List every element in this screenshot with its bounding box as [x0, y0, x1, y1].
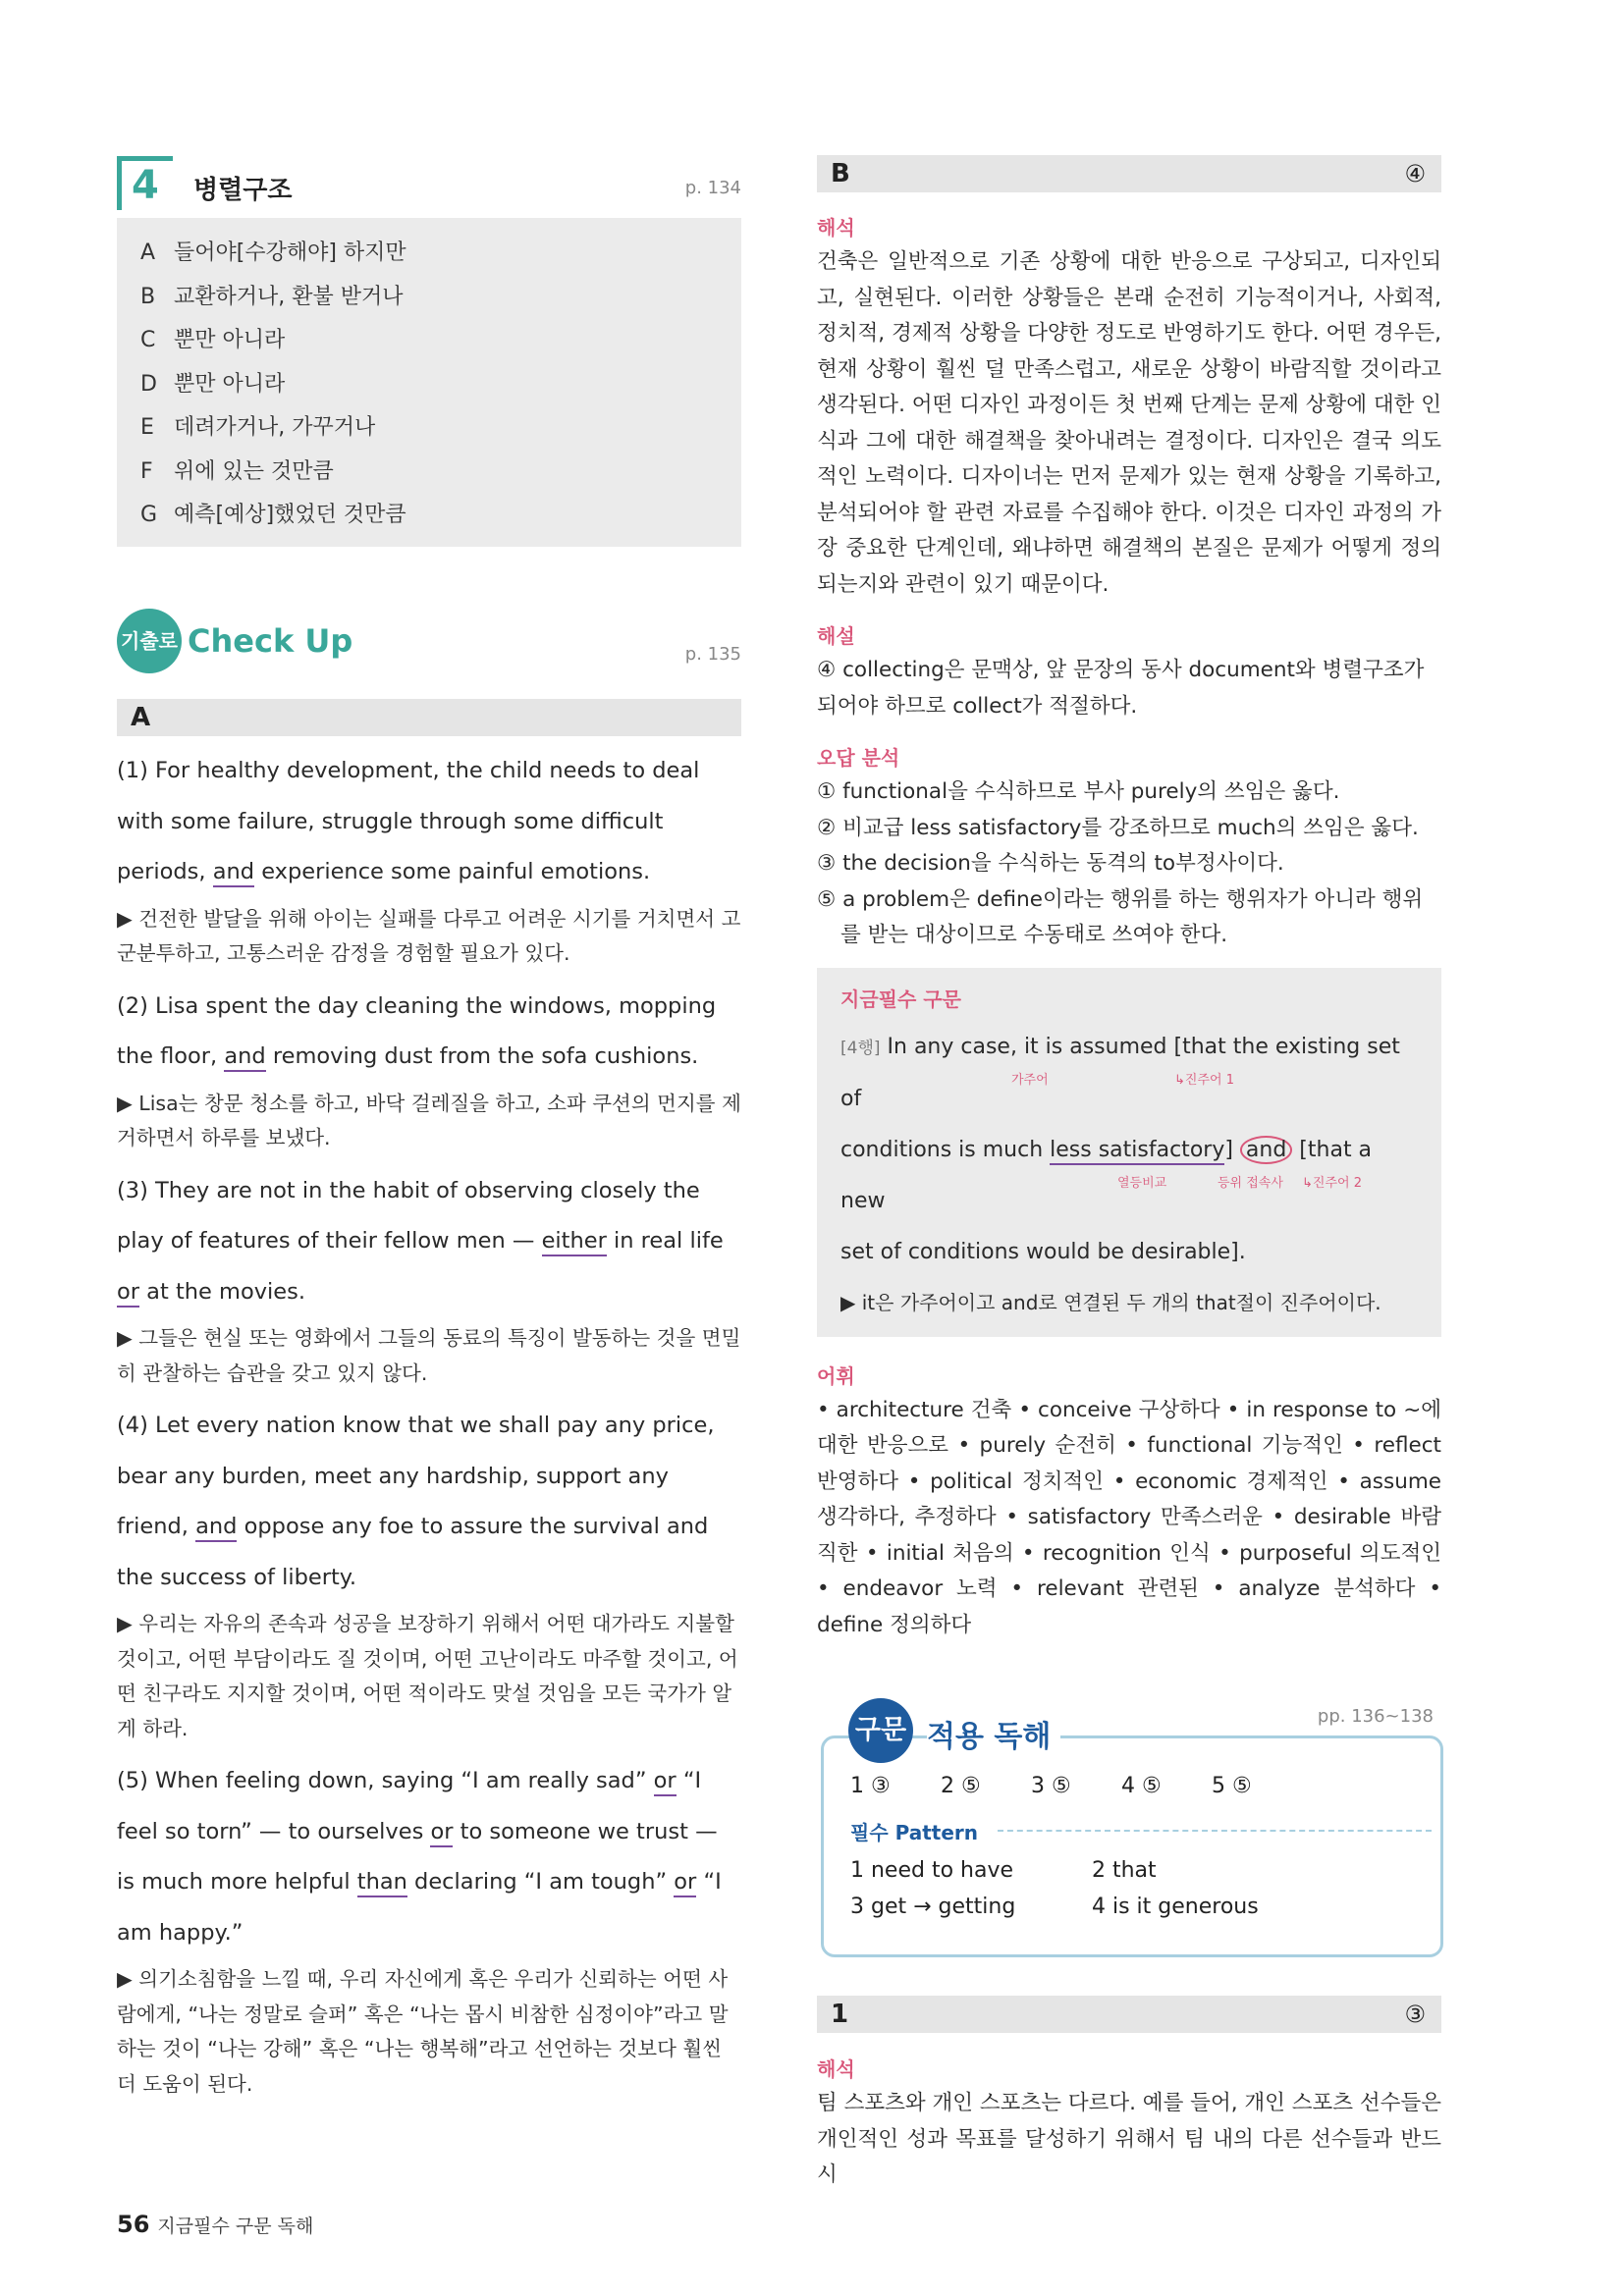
vocab-text: • architecture 건축 • conceive 구상하다 • in response to ~에 대한 반응으로 • purely 순전히 • functional 기능적인 • reflect 반영하다 • political 정치적인 • economic 경제적인 • assume 생각하다, 추정하다 • satisfactory 만족스러운 • desirable 바람직한 • initial 처음의 • recognition 인식 • purposeful 의도적인 • endeavor 노력 • relevant 관련된 • analyze 분석하다 • define 정의하다: [817, 1397, 1441, 1637]
korean-translation: ▶ 의기소침함을 느낄 때, 우리 자신에게 혹은 우리가 신뢰하는 어떤 사람에게, “나는 정말로 슬퍼” 혹은 “나는 몹시 비참한 심정이야”라고 말하는 것이 “나는 강해” 혹은 “나는 행복해”라고 선언하는 것보다 훨씬 더 도움이 된다.: [117, 1967, 729, 2096]
tag-real-subject-2: ↳진주어 2: [1302, 1175, 1362, 1191]
english-sentence: [117, 1166, 741, 1318]
page-reference: p. 134: [684, 178, 741, 198]
sentence-part: (1) For healthy development, the child needs to deal with some failure, struggle through some difficult periods,: [117, 758, 700, 884]
pattern-item: 4 is it generous: [1092, 1895, 1259, 1919]
answer-list: [117, 218, 741, 538]
grammar-line-2c: ]: [1224, 1137, 1240, 1162]
sentence-part: “I feel so torn” — to ourselves: [117, 1768, 702, 1844]
grammar-line-1-text: In any case, it is assumed [that the existing set of: [840, 1034, 1400, 1111]
section-4-header: [117, 152, 741, 211]
answer-text: 들어야[수강해야] 하지만: [174, 240, 406, 265]
reading-answer: 2 ⑤: [941, 1774, 981, 1798]
footer-title: 지금필수 구문 독해: [157, 2216, 314, 2237]
check-up-items: [117, 746, 741, 2111]
answer-text: 예측[예상]했었던 것만큼: [174, 503, 406, 527]
section-1-label: 1: [831, 2000, 849, 2029]
section-1-content: [817, 2054, 1441, 2194]
answer-key: G: [140, 503, 158, 527]
parallel-marker: or: [430, 1819, 453, 1847]
wrong-analysis-list: [817, 774, 1441, 954]
answer-item: [140, 494, 741, 538]
korean-translation: ▶ 건전한 발달을 위해 아이는 실패를 다루고 어려운 시기를 거치면서 고군분투하고, 고통스러운 감정을 경험할 필요가 있다.: [117, 906, 741, 965]
sentence-part: (4) Let every nation know that we shall pay any price, bear any burden, meet any hardship, support any friend,: [117, 1413, 715, 1539]
answer-text: 교환하거나, 환불 받거나: [174, 284, 404, 309]
tag-conjunction: 등위 접속사: [1218, 1175, 1283, 1191]
answer-item: [140, 406, 741, 451]
wrong-analysis-label: 오답 분석: [817, 746, 900, 770]
wrong-analysis-item: ② 비교급 less satisfactory를 강조하므로 much의 쓰임은 옳다.: [817, 815, 1419, 840]
section-a-bar: [117, 699, 741, 736]
answer-item: [140, 363, 741, 407]
check-up-header: [117, 609, 741, 677]
wrong-analysis-item: ① functional을 수식하므로 부사 purely의 쓰임은 옳다.: [817, 779, 1340, 804]
grammar-line-2b: less satisfactory: [1050, 1138, 1224, 1165]
page-footer: [117, 2211, 313, 2238]
check-up-badge: 기출로: [117, 609, 182, 673]
sentence-part: removing dust from the sofa cushions.: [265, 1043, 699, 1069]
section-b-content: [817, 212, 1441, 1643]
reading-answer: 1 ③: [850, 1774, 891, 1798]
section-b-answer: ④: [1404, 160, 1426, 187]
section-1-answer: ③: [1404, 2001, 1426, 2028]
grammar-line-1: [840, 1022, 1418, 1125]
page-reference: pp. 136~138: [1317, 1706, 1434, 1727]
grammar-box: [817, 968, 1441, 1337]
grammar-note: ▶ it은 가주어이고 and로 연결된 두 개의 that절이 진주어이다.: [840, 1290, 1381, 1314]
reading-answers: [850, 1774, 1302, 1798]
sentence-part: declaring “I am tough”: [406, 1869, 675, 1895]
reading-title: 적용 독해: [927, 1712, 1060, 1755]
sentence-part: oppose any foe to assure the survival and the success of liberty.: [117, 1514, 709, 1590]
pattern-item: 1 need to have: [850, 1858, 1014, 1883]
grammar-line-2e: [that a new: [840, 1137, 1373, 1213]
tag-comparison: 열등비교: [1117, 1175, 1167, 1191]
grammar-box-title: 지금필수 구문: [840, 987, 961, 1011]
check-up-title: Check Up: [188, 622, 353, 660]
parallel-marker: than: [357, 1869, 407, 1897]
line-tag: [4행]: [840, 1038, 881, 1058]
check-up-item: [117, 1401, 741, 1746]
pattern-item: 3 get → getting: [850, 1895, 1016, 1919]
grammar-line-3: set of conditions would be desirable].: [840, 1239, 1246, 1264]
korean-translation: ▶ 그들은 현실 또는 영화에서 그들의 동료의 특징이 발동하는 것을 면밀히 관찰하는 습관을 갖고 있지 않다.: [117, 1326, 741, 1385]
check-up-item: [117, 1756, 741, 2102]
parallel-marker: and: [213, 859, 254, 887]
answer-text: 데려가거나, 가꾸거나: [174, 415, 376, 440]
reading-badge: 구문: [848, 1698, 913, 1763]
reading-answer: 4 ⑤: [1121, 1774, 1162, 1798]
answer-key: F: [140, 458, 153, 484]
korean-translation: ▶ Lisa는 창문 청소를 하고, 바닥 걸레질을 하고, 소파 쿠션의 먼지를 제거하면서 하루를 보냈다.: [117, 1091, 741, 1149]
tag-real-subject-1: ↳진주어 1: [1174, 1072, 1234, 1088]
parallel-marker: and: [224, 1043, 265, 1072]
answer-box: [117, 218, 741, 547]
answer-item: [140, 451, 741, 495]
parallel-marker: or: [117, 1279, 139, 1308]
sentence-part: (5) When feeling down, saying “I am really sad”: [117, 1768, 654, 1793]
sentence-part: “I am happy.”: [117, 1869, 722, 1946]
sentence-part: (2) Lisa spent the day cleaning the windows, mopping the floor,: [117, 992, 717, 1069]
explanation-label: 해설: [817, 624, 855, 648]
english-sentence: [117, 1756, 741, 1958]
answer-key: D: [140, 371, 157, 397]
vocab-label: 어휘: [817, 1363, 855, 1388]
page-reference: p. 135: [684, 644, 741, 665]
interpretation-text: 건축은 일반적으로 기존 상황에 대한 반응으로 구상되고, 디자인되고, 실현된다. 이러한 상황들은 본래 순전히 기능적이거나, 사회적, 정치적, 경제적 상황을 다양한 정도로 반영하기도 한다. 어떤 경우든, 현재 상황이 훨씬 덜 만족스럽고, 새로운 상황이 바람직할 것이라고 생각된다. 어떤 디자인 과정이든 첫 번째 단계는 문제 상황에 대한 인식과 그에 대한 해결책을 찾아내려는 결정이다. 디자인은 결국 의도적인 노력이다. 디자이너는 먼저 문제가 있는 현재 상황을 기록하고, 분석되어야 할 관련 자료를 수집해야 한다. 이것은 디자인 과정의 가장 중요한 단계인데, 왜냐하면 해결책의 본질은 문제가 어떻게 정의되는지와 관련이 있기 때문이다.: [817, 249, 1441, 597]
parallel-marker: or: [654, 1768, 677, 1796]
check-up-item: [117, 982, 741, 1156]
sentence-part: to someone we trust — is much more helpful: [117, 1818, 718, 1895]
wrong-analysis-item: ⑤ a problem은 define이라는 행위를 하는 행위자가 아니라 행위를 받는 대상이므로 수동태로 쓰여야 한다.: [817, 886, 1424, 947]
english-sentence: [117, 746, 741, 898]
answer-item: [140, 232, 741, 276]
explanation-text: ④ collecting은 문맥상, 앞 문장의 동사 document와 병렬구조가 되어야 하므로 collect가 적절하다.: [817, 658, 1425, 719]
sentence-part: (3) They are not in the habit of observing closely the play of features of their fellow men —: [117, 1177, 700, 1254]
section-a-label: A: [131, 703, 151, 732]
answer-key: C: [140, 328, 156, 352]
sentence-part: in real life: [606, 1228, 724, 1254]
divider: [998, 1830, 1432, 1832]
wrong-analysis-item: ③ the decision을 수식하는 동격의 to부정사이다.: [817, 851, 1284, 876]
interpretation-text: 팀 스포츠와 개인 스포츠는 다르다. 예를 들어, 개인 스포츠 선수들은 개인적인 성과 목표를 달성하기 위해서 팀 내의 다른 선수들과 반드시: [817, 2091, 1441, 2187]
answer-key: E: [140, 415, 154, 440]
parallel-marker: or: [674, 1869, 696, 1897]
reading-answer: 5 ⑤: [1212, 1774, 1252, 1798]
answer-item: [140, 276, 741, 320]
answer-item: [140, 319, 741, 363]
reading-box: [821, 1735, 1443, 1957]
section-number: 4: [117, 156, 173, 210]
sentence-part: at the movies.: [139, 1278, 305, 1305]
answer-key: B: [140, 284, 156, 309]
answer-key: A: [140, 240, 156, 265]
english-sentence: [117, 982, 741, 1083]
section-b-label: B: [831, 159, 850, 188]
english-sentence: [117, 1401, 741, 1603]
answer-text: 뿐만 아니라: [174, 328, 286, 352]
answer-text: 위에 있는 것만큼: [174, 458, 334, 484]
sentence-part: experience some painful emotions.: [254, 859, 651, 884]
check-up-item: [117, 1166, 741, 1392]
korean-translation: ▶ 우리는 자유의 존속과 성공을 보장하기 위해서 어떤 대가라도 지불할 것이고, 어떤 부담이라도 질 것이며, 어떤 고난이라도 마주할 것이고, 어떤 친구라도 지지할 것이며, 어떤 적이라도 맞설 것임을 모든 국가가 알게 하라.: [117, 1612, 738, 1740]
section-b-bar: [817, 155, 1441, 192]
page-number: 56: [117, 2211, 150, 2238]
reading-answer: 3 ⑤: [1031, 1774, 1071, 1798]
parallel-marker: and: [195, 1514, 237, 1542]
tag-fake-subject: 가주어: [1011, 1072, 1049, 1088]
section-title: 병렬구조: [193, 176, 293, 205]
check-up-item: [117, 746, 741, 972]
grammar-line-2: [840, 1125, 1418, 1227]
grammar-line-2d: and: [1240, 1136, 1292, 1164]
interpretation-label: 해석: [817, 2057, 855, 2081]
interpretation-label: 해석: [817, 216, 855, 240]
section-1-bar: [817, 1996, 1441, 2033]
parallel-marker: either: [542, 1228, 607, 1256]
answer-text: 뿐만 아니라: [174, 371, 286, 397]
pattern-label: 필수 Pattern: [850, 1821, 979, 1844]
grammar-line-2a: conditions is much: [840, 1137, 1051, 1162]
pattern-item: 2 that: [1092, 1858, 1157, 1883]
